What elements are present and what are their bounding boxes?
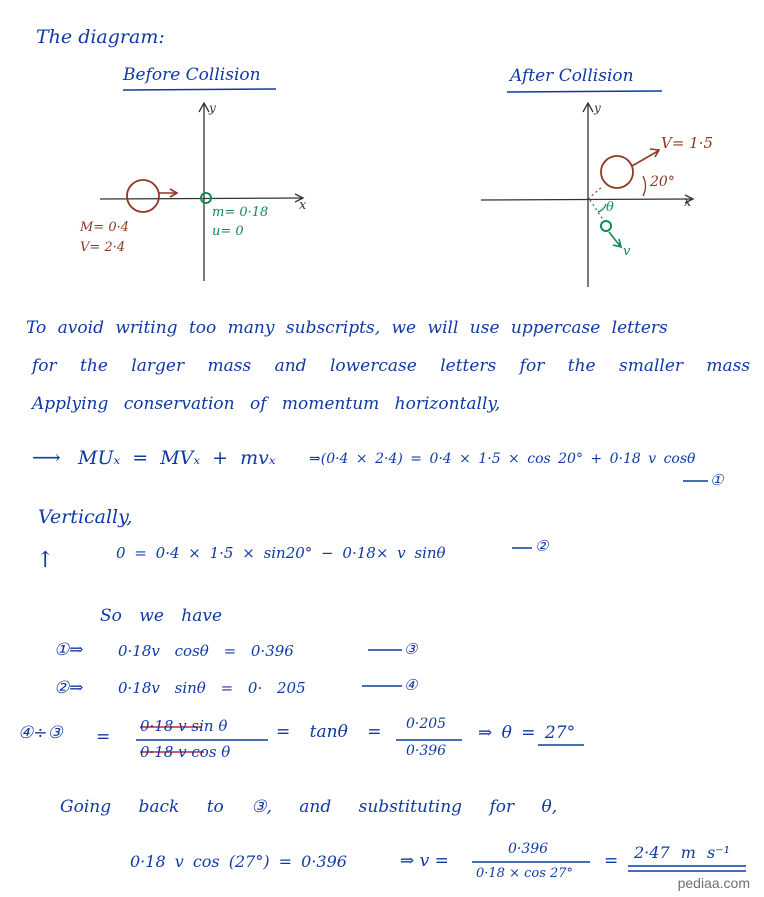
after-small-velocity-label: v [623, 244, 631, 259]
before-axes [100, 103, 303, 281]
after-angle-20-label: 20° [650, 174, 675, 190]
vertical-label: ② [535, 537, 549, 555]
text-line-3: Applying conservation of momentum horizontally, [32, 394, 501, 414]
divide-result: ⇒ θ = 27° [478, 723, 576, 743]
final-equals: = [604, 851, 619, 871]
text-line-2: for the larger mass and lowercase letters for the smaller mass [32, 356, 751, 376]
before-big-velocity-label: V= 2·4 [80, 240, 126, 255]
sys1-prefix: ①⇒ [54, 640, 84, 660]
final-denominator: 0·18 × cos 27° [476, 866, 574, 881]
divide-numerator-2: 0·205 [406, 716, 447, 732]
text-line-1: To avoid writing too many subscripts, we will use uppercase letters [26, 318, 668, 338]
final-arrow: ⇒ v = [400, 851, 449, 871]
final-lhs: 0·18 v cos (27°) = 0·396 [130, 852, 347, 871]
divide-equals: = [96, 727, 111, 747]
heading: The diagram: [36, 26, 165, 48]
sys1-eq: 0·18v cosθ = 0·396 [118, 642, 294, 660]
before-title: Before Collision [123, 65, 261, 85]
after-theta-label: θ [606, 200, 614, 215]
after-big-mass [588, 149, 659, 199]
so-we-have: So we have [100, 606, 223, 626]
divide-tan: = tanθ = [276, 722, 382, 742]
final-result: 2·47 m s⁻¹ [634, 843, 731, 862]
before-x-label: x [299, 198, 307, 213]
after-title: After Collision [510, 66, 634, 86]
eq1-rhs: ⇒(0·4 × 2·4) = 0·4 × 1·5 × cos 20° + 0·18 v cosθ [309, 451, 696, 467]
going-back: Going back to ③, and substituting for θ, [60, 797, 558, 817]
sys1-label: ③ [404, 640, 418, 658]
after-x-label: x [684, 195, 692, 210]
watermark: pediaa.com [677, 875, 750, 891]
after-axes [481, 103, 693, 287]
before-y-label: y [209, 101, 216, 115]
after-big-velocity-label: V= 1·5 [661, 134, 714, 152]
divide-prefix: ④÷③ [18, 723, 63, 743]
before-big-mass [127, 180, 177, 212]
divide-denominator: 0·18 v cos θ [140, 743, 231, 761]
divide-denominator-2: 0·396 [406, 743, 447, 759]
after-y-label: y [594, 101, 601, 115]
before-small-velocity-label: u= 0 [212, 224, 244, 239]
vertical-heading: Vertically, [38, 506, 133, 528]
before-small-mass-label: m= 0·18 [212, 205, 269, 220]
final-numerator: 0·396 [508, 841, 549, 857]
sys2-prefix: ②⇒ [54, 678, 84, 698]
before-big-mass-label: M= 0·4 [80, 220, 130, 235]
eq1-arrow: ⟶ [32, 445, 61, 469]
eq1-label: ① [710, 471, 724, 489]
sys2-eq: 0·18v sinθ = 0· 205 [118, 679, 306, 697]
vertical-arrow: ↑ [36, 548, 55, 573]
divide-numerator: 0·18 v sin θ [140, 717, 228, 735]
vertical-eq: 0 = 0·4 × 1·5 × sin20° − 0·18× v sinθ [116, 544, 446, 562]
eq1-lhs: MUₓ = MVₓ + mvₓ [78, 447, 276, 469]
sys2-label: ④ [404, 676, 418, 694]
